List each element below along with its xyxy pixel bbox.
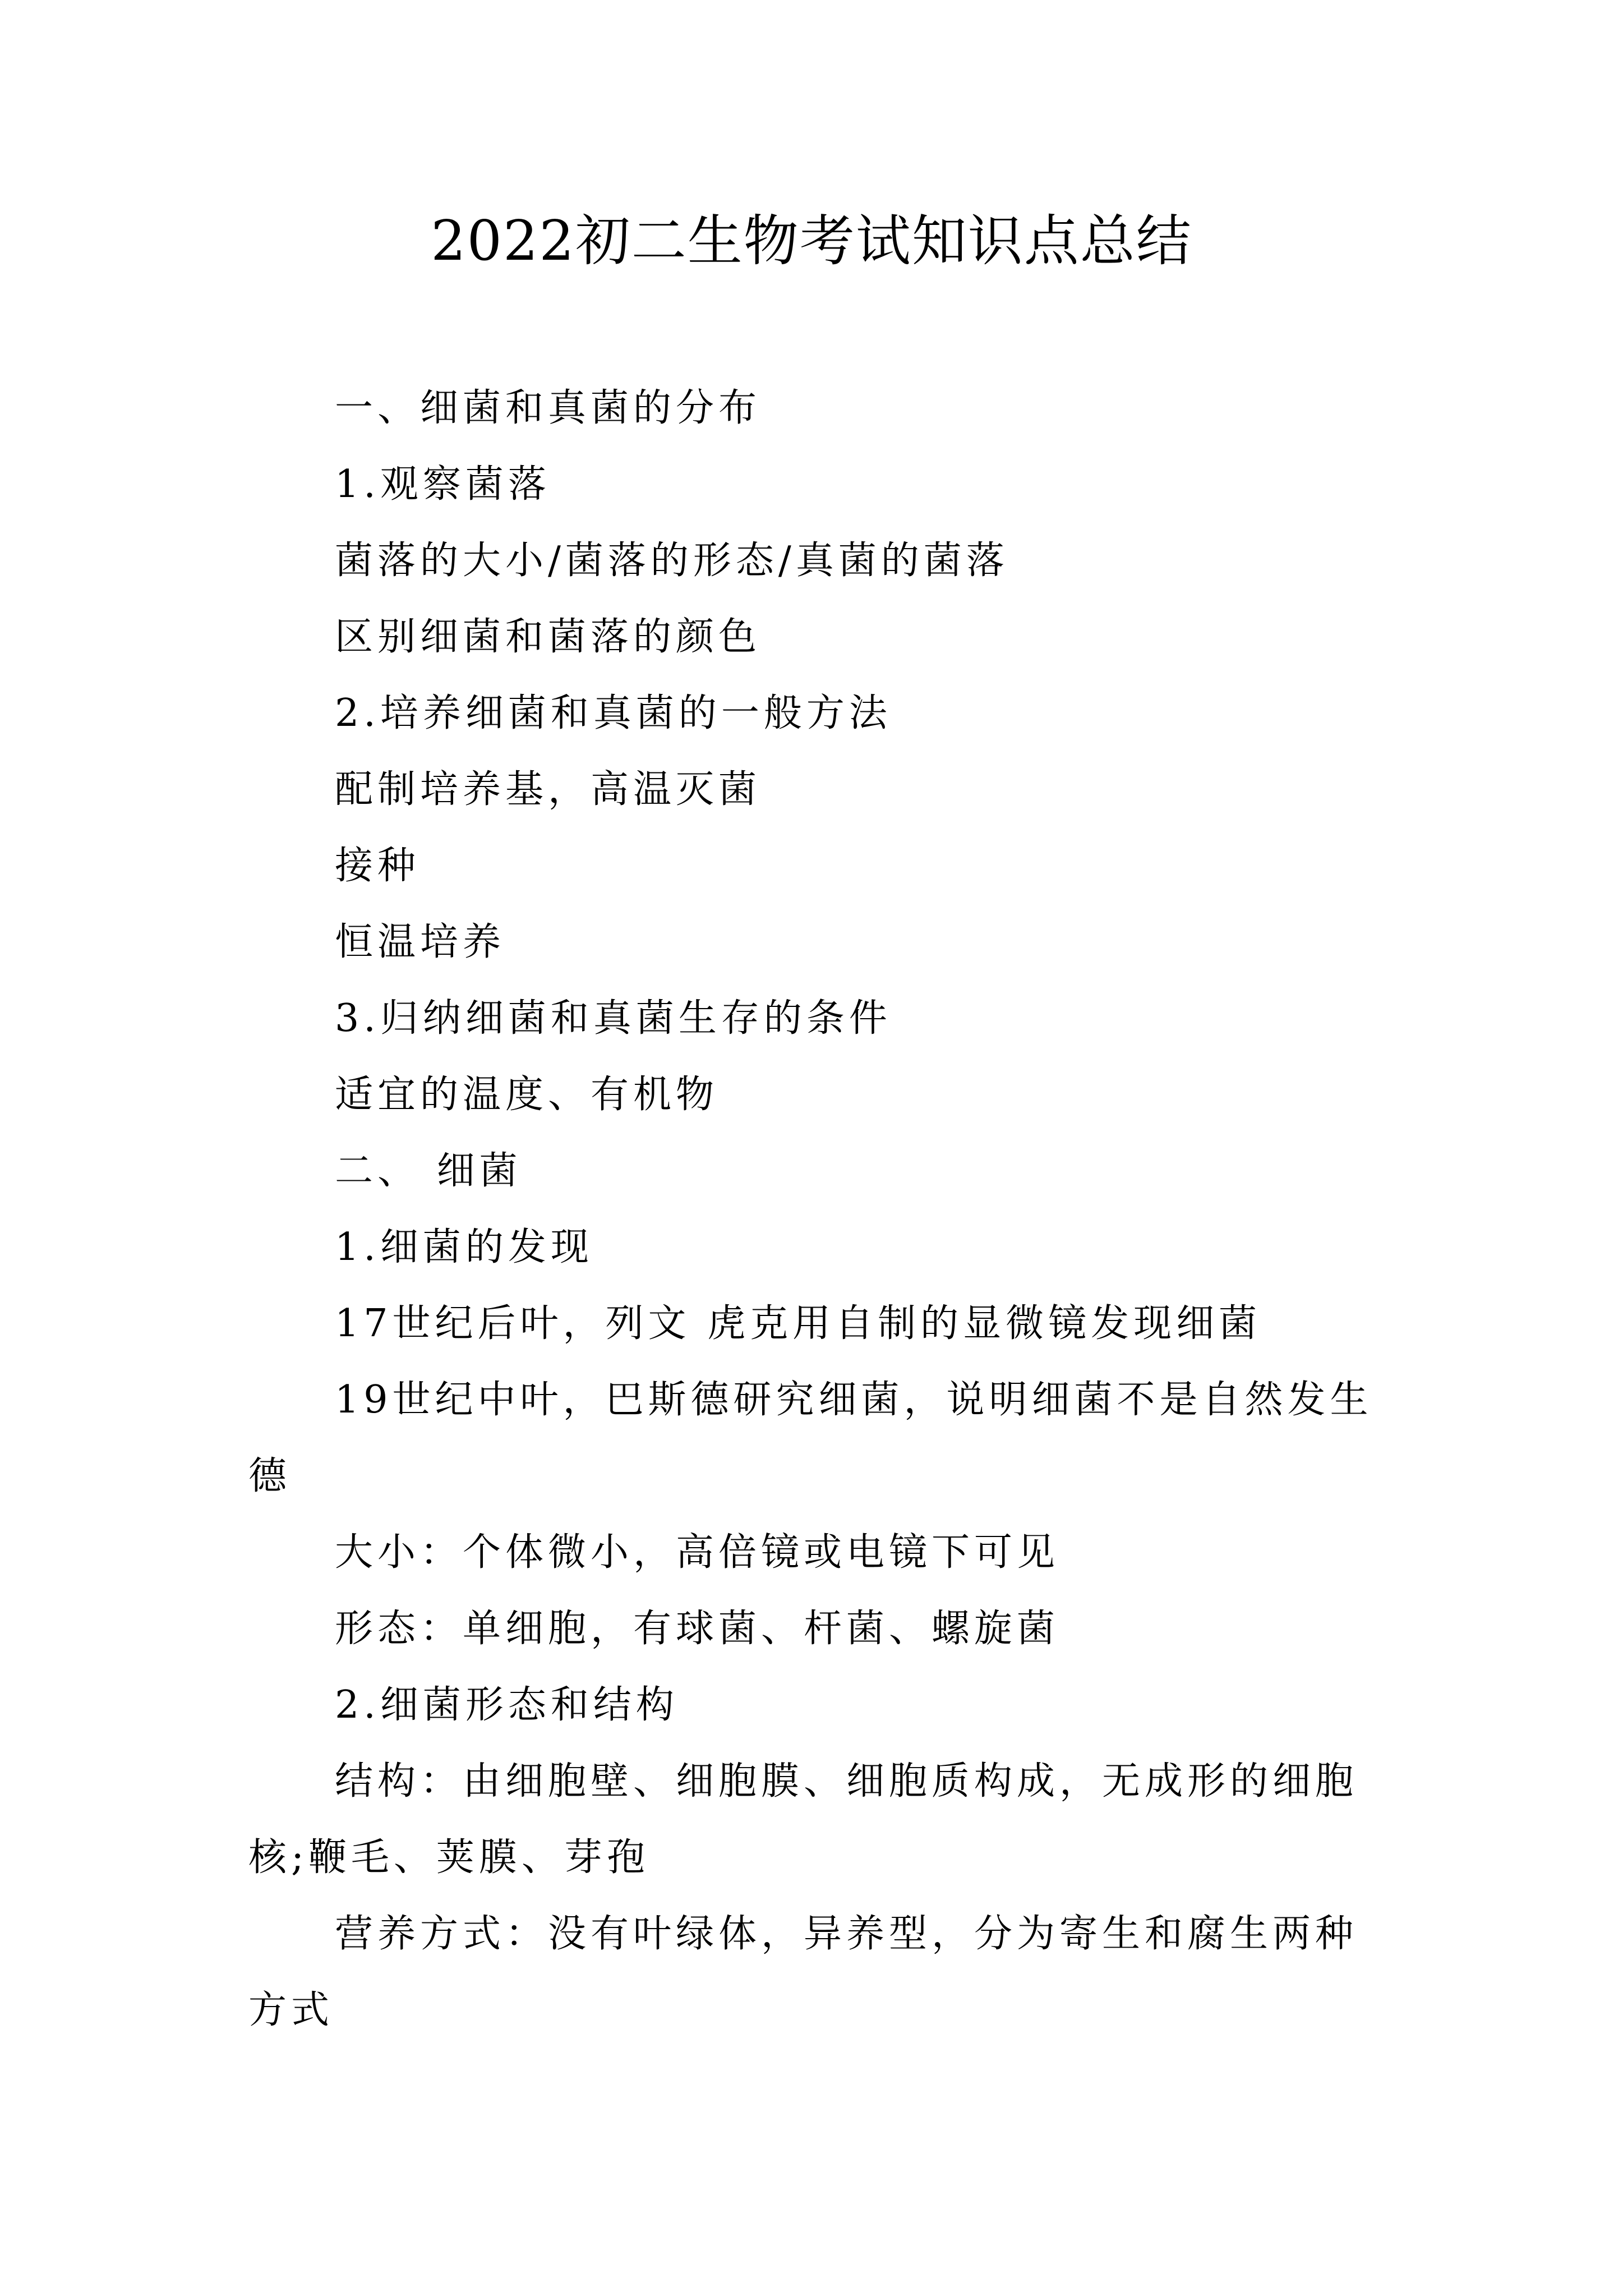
subheading-discovery: 1.细菌的发现 xyxy=(335,1225,593,1269)
document-title: 2022初二生物考试知识点总结 xyxy=(431,209,1192,273)
heading-distribution: 一、细菌和真菌的分布 xyxy=(335,386,762,430)
paragraph: 大小：个体微小，高倍镜或电镜下可见 xyxy=(335,1530,1060,1575)
paragraph: 17世纪后叶，列文 虎克用自制的显微镜发现细菌 xyxy=(335,1301,1262,1346)
heading-bacteria: 二、 细菌 xyxy=(335,1149,522,1193)
paragraph: 结构：由细胞壁、细胞膜、细胞质构成，无成形的细胞核;鞭毛、荚膜、芽孢 xyxy=(248,1759,1358,1880)
paragraph: 恒温培养 xyxy=(335,920,506,964)
paragraph: 形态：单细胞，有球菌、杆菌、螺旋菌 xyxy=(335,1607,1060,1651)
paragraph: 营养方式：没有叶绿体，异养型，分为寄生和腐生两种方式 xyxy=(248,1912,1358,2032)
subheading-survival-conditions: 3.归纳细菌和真菌生存的条件 xyxy=(335,996,892,1041)
paragraph: 区别细菌和菌落的颜色 xyxy=(335,615,762,659)
paragraph: 菌落的大小/菌落的形态/真菌的菌落 xyxy=(335,539,1009,583)
subheading-observe-colony: 1.观察菌落 xyxy=(335,462,551,507)
subheading-morphology-structure: 2.细菌形态和结构 xyxy=(335,1683,679,1727)
subheading-culture-method: 2.培养细菌和真菌的一般方法 xyxy=(335,691,892,735)
paragraph: 适宜的温度、有机物 xyxy=(335,1073,719,1117)
document-body xyxy=(248,370,1393,2049)
paragraph: 配制培养基，高温灭菌 xyxy=(335,767,762,812)
paragraph: 19世纪中叶，巴斯德研究细菌，说明细菌不是自然发生德 xyxy=(248,1378,1373,1498)
paragraph: 接种 xyxy=(335,844,421,888)
